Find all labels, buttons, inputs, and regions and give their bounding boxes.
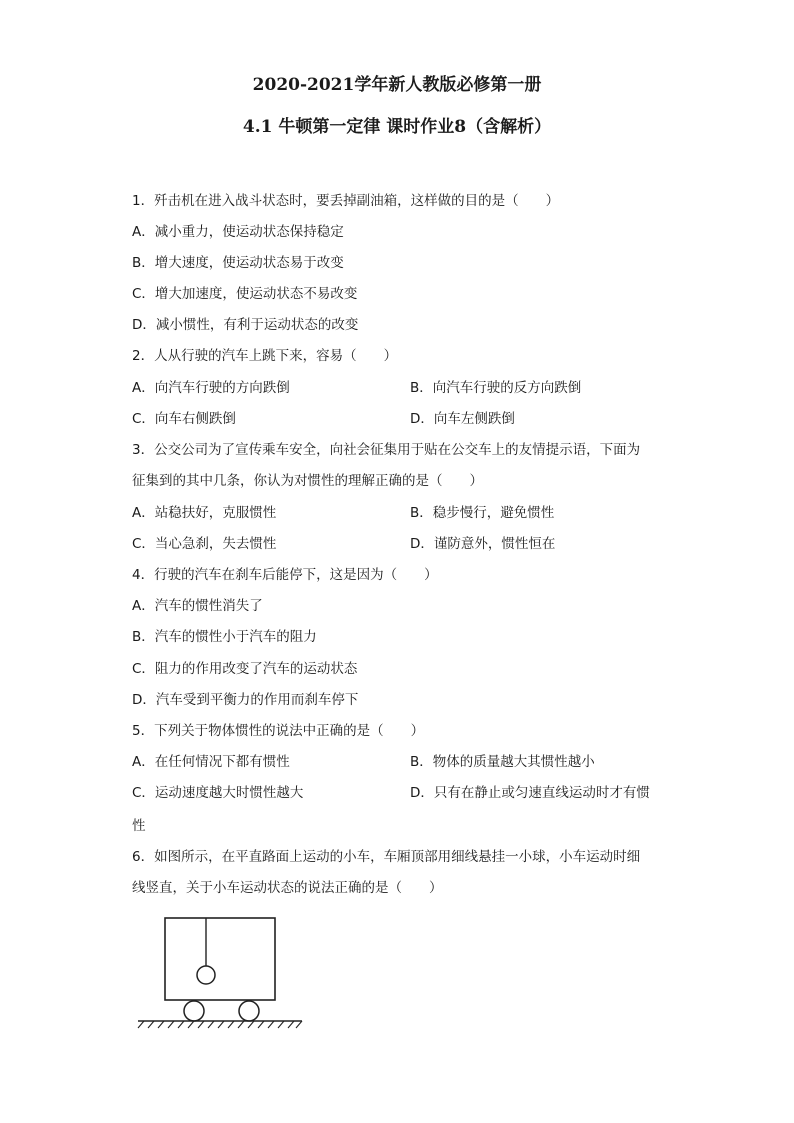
q6-stem-line1: 6．如图所示，在平直路面上运动的小车，车厢顶部用细线悬挂一小球，小车运动时细 (132, 849, 641, 865)
q1-option-a: A．减小重力，使运动状态保持稳定 (132, 224, 344, 240)
q2-option-b: B．向汽车行驶的反方向跌倒 (410, 380, 582, 396)
wheel-left (184, 1001, 204, 1021)
cart-body (165, 918, 275, 1000)
q1-option-d: D．减小惯性，有利于运动状态的改变 (132, 317, 359, 333)
cart-pendulum-figure (130, 910, 310, 1035)
ground-hatching (138, 1021, 302, 1028)
q5-stem: 5．下列关于物体惯性的说法中正确的是（ ） (132, 723, 425, 739)
q5-option-a: A．在任何情况下都有惯性 (132, 754, 290, 770)
q2-option-d: D．向车左侧跌倒 (410, 411, 515, 427)
q1-stem: 1．歼击机在进入战斗状态时，要丢掉副油箱，这样做的目的是（ ） (132, 193, 560, 209)
q3-option-c: C．当心急刹，失去惯性 (132, 536, 277, 552)
q4-option-d: D．汽车受到平衡力的作用而刹车停下 (132, 692, 359, 708)
q5-option-d-line2: 性 (132, 818, 146, 834)
q4-option-b: B．汽车的惯性小于汽车的阻力 (132, 629, 317, 645)
q2-option-a: A．向汽车行驶的方向跌倒 (132, 380, 290, 396)
q4-stem: 4．行驶的汽车在刹车后能停下，这是因为（ ） (132, 567, 438, 583)
q5-option-d-line1: D．只有在静止或匀速直线运动时才有惯 (410, 785, 650, 801)
wheel-right (239, 1001, 259, 1021)
q4-option-c: C．阻力的作用改变了汽车的运动状态 (132, 661, 358, 677)
document-title: 2020-2021学年新人教版必修第一册 (252, 75, 542, 95)
q2-stem: 2．人从行驶的汽车上跳下来，容易（ ） (132, 348, 398, 364)
hanging-ball (197, 966, 215, 984)
q2-option-c: C．向车右侧跌倒 (132, 411, 236, 427)
q6-stem-line2: 线竖直，关于小车运动状态的说法正确的是（ ） (132, 880, 443, 896)
q5-option-c: C．运动速度越大时惯性越大 (132, 785, 304, 801)
q5-option-b: B．物体的质量越大其惯性越小 (410, 754, 595, 770)
q4-option-a: A．汽车的惯性消失了 (132, 598, 263, 614)
q3-option-d: D．谨防意外，惯性恒在 (410, 536, 556, 552)
q3-stem-line1: 3．公交公司为了宣传乘车安全，向社会征集用于贴在公交车上的友情提示语，下面为 (132, 442, 641, 458)
q1-option-b: B．增大速度，使运动状态易于改变 (132, 255, 344, 271)
q3-stem-line2: 征集到的其中几条，你认为对惯性的理解正确的是（ ） (132, 473, 483, 489)
q3-option-b: B．稳步慢行，避免惯性 (410, 505, 555, 521)
document-subtitle: 4.1 牛顿第一定律 课时作业8（含解析） (242, 117, 552, 137)
q3-option-a: A．站稳扶好，克服惯性 (132, 505, 277, 521)
q1-option-c: C．增大加速度，使运动状态不易改变 (132, 286, 358, 302)
